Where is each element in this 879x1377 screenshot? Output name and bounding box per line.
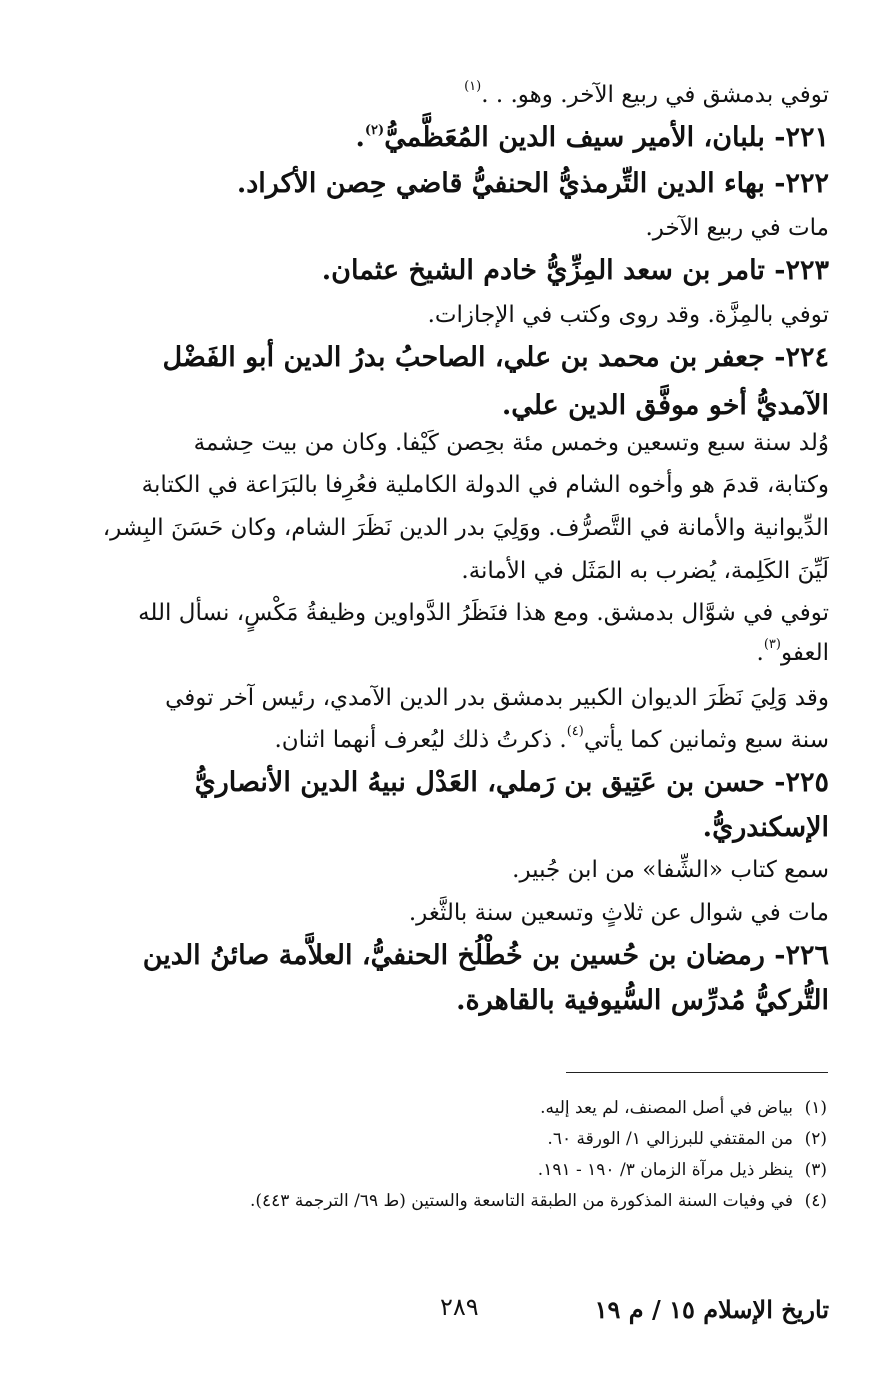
footnote: (٤)في وفيات السنة المذكورة من الطبقة التاسعة والستين (ط ٦٩/ الترجمة ٤٤٣). <box>249 1191 827 1211</box>
text-line: سمع كتاب «الشِّفا» من ابن جُبير. <box>512 857 829 883</box>
text-line: سنة سبع وثمانين كما يأتي$^{(٤)}$. ذكرتُ ذلك ليُعرف أنهما اثنان. <box>274 724 829 753</box>
page-number: ٢٨٩ <box>440 1293 479 1321</box>
text-line: العفو$^{(٣)}$. <box>756 637 829 666</box>
entry-heading: ٢٢١- بلبان، الأمير سيف الدين المُعَظَّميُّ$^{(٢)}$. <box>355 122 829 153</box>
entry-heading: الآمديُّ أخو موفَّق الدين علي. <box>501 390 829 421</box>
entry-heading: ٢٢٦- رمضان بن حُسين بن خُطْلُخ الحنفيُّ، العلاَّمة صائنُ الدين <box>142 940 829 971</box>
book-title-footer: تاريخ الإسلام ١٥ / م ١٩ <box>594 1295 829 1324</box>
text-line: وُلد سنة سبع وتسعين وخمس مئة بحِصن كَيْفا. وكان من بيت حِشمة <box>193 430 829 456</box>
text-line: مات في شوال عن ثلاثٍ وتسعين سنة بالثَّغر. <box>408 900 829 926</box>
entry-heading: ٢٢٣- تامر بن سعد المِزِّيُّ خادم الشيخ عثمان. <box>321 255 829 286</box>
entry-heading: التُّركيُّ مُدرِّس السُّيوفية بالقاهرة. <box>456 985 829 1016</box>
text-line: مات في ربيع الآخر. <box>645 215 829 241</box>
text-line: لَيِّنَ الكَلِمة، يُضرب به المَثَل في الأمانة. <box>461 558 829 584</box>
text-line: الدِّيوانية والأمانة في التَّصرُّف. ووَلِيَ بدر الدين نَظَرَ الشام، وكان حَسَنَ البِشر، <box>102 515 829 541</box>
entry-heading: ٢٢٢- بهاء الدين التِّرمذيُّ الحنفيُّ قاضي حِصن الأكراد. <box>236 168 829 199</box>
text-line: توفي في شوَّال بدمشق. ومع هذا فنَظَرُ الدَّواوين وظيفةُ مَكْسٍ، نسأل الله <box>138 600 829 626</box>
text-line: توفي بالمِزَّة. وقد روى وكتب في الإجازات. <box>427 302 829 328</box>
text-line: وكتابة، قدمَ هو وأخوه الشام في الدولة الكاملية فعُرِفا بالبَرَاعة في الكتابة <box>141 472 829 498</box>
footnote: (٣)ينظر ذيل مرآة الزمان ٣/ ١٩٠ - ١٩١. <box>537 1160 827 1180</box>
footnote: (١)بياض في أصل المصنف، لم يعد إليه. <box>540 1098 827 1118</box>
footnote-separator <box>566 1072 828 1073</box>
entry-heading: ٢٢٤- جعفر بن محمد بن علي، الصاحبُ بدرُ الدين أبو الفَضْل <box>162 342 829 373</box>
text-line: وقد وَلِيَ نَظَرَ الديوان الكبير بدمشق بدر الدين الآمدي، رئيس آخر توفي <box>165 685 829 711</box>
footnote: (٢)من المقتفي للبرزالي ١/ الورقة ٦٠. <box>547 1129 827 1149</box>
entry-heading: الإسكندريُّ. <box>702 812 829 843</box>
entry-heading: ٢٢٥- حسن بن عَتِيق بن رَملي، العَدْل نبيهُ الدين الأنصاريُّ <box>194 767 829 798</box>
text-line: توفي بدمشق في ربيع الآخر. وهو. . .$^{(١)}$ <box>464 79 829 108</box>
